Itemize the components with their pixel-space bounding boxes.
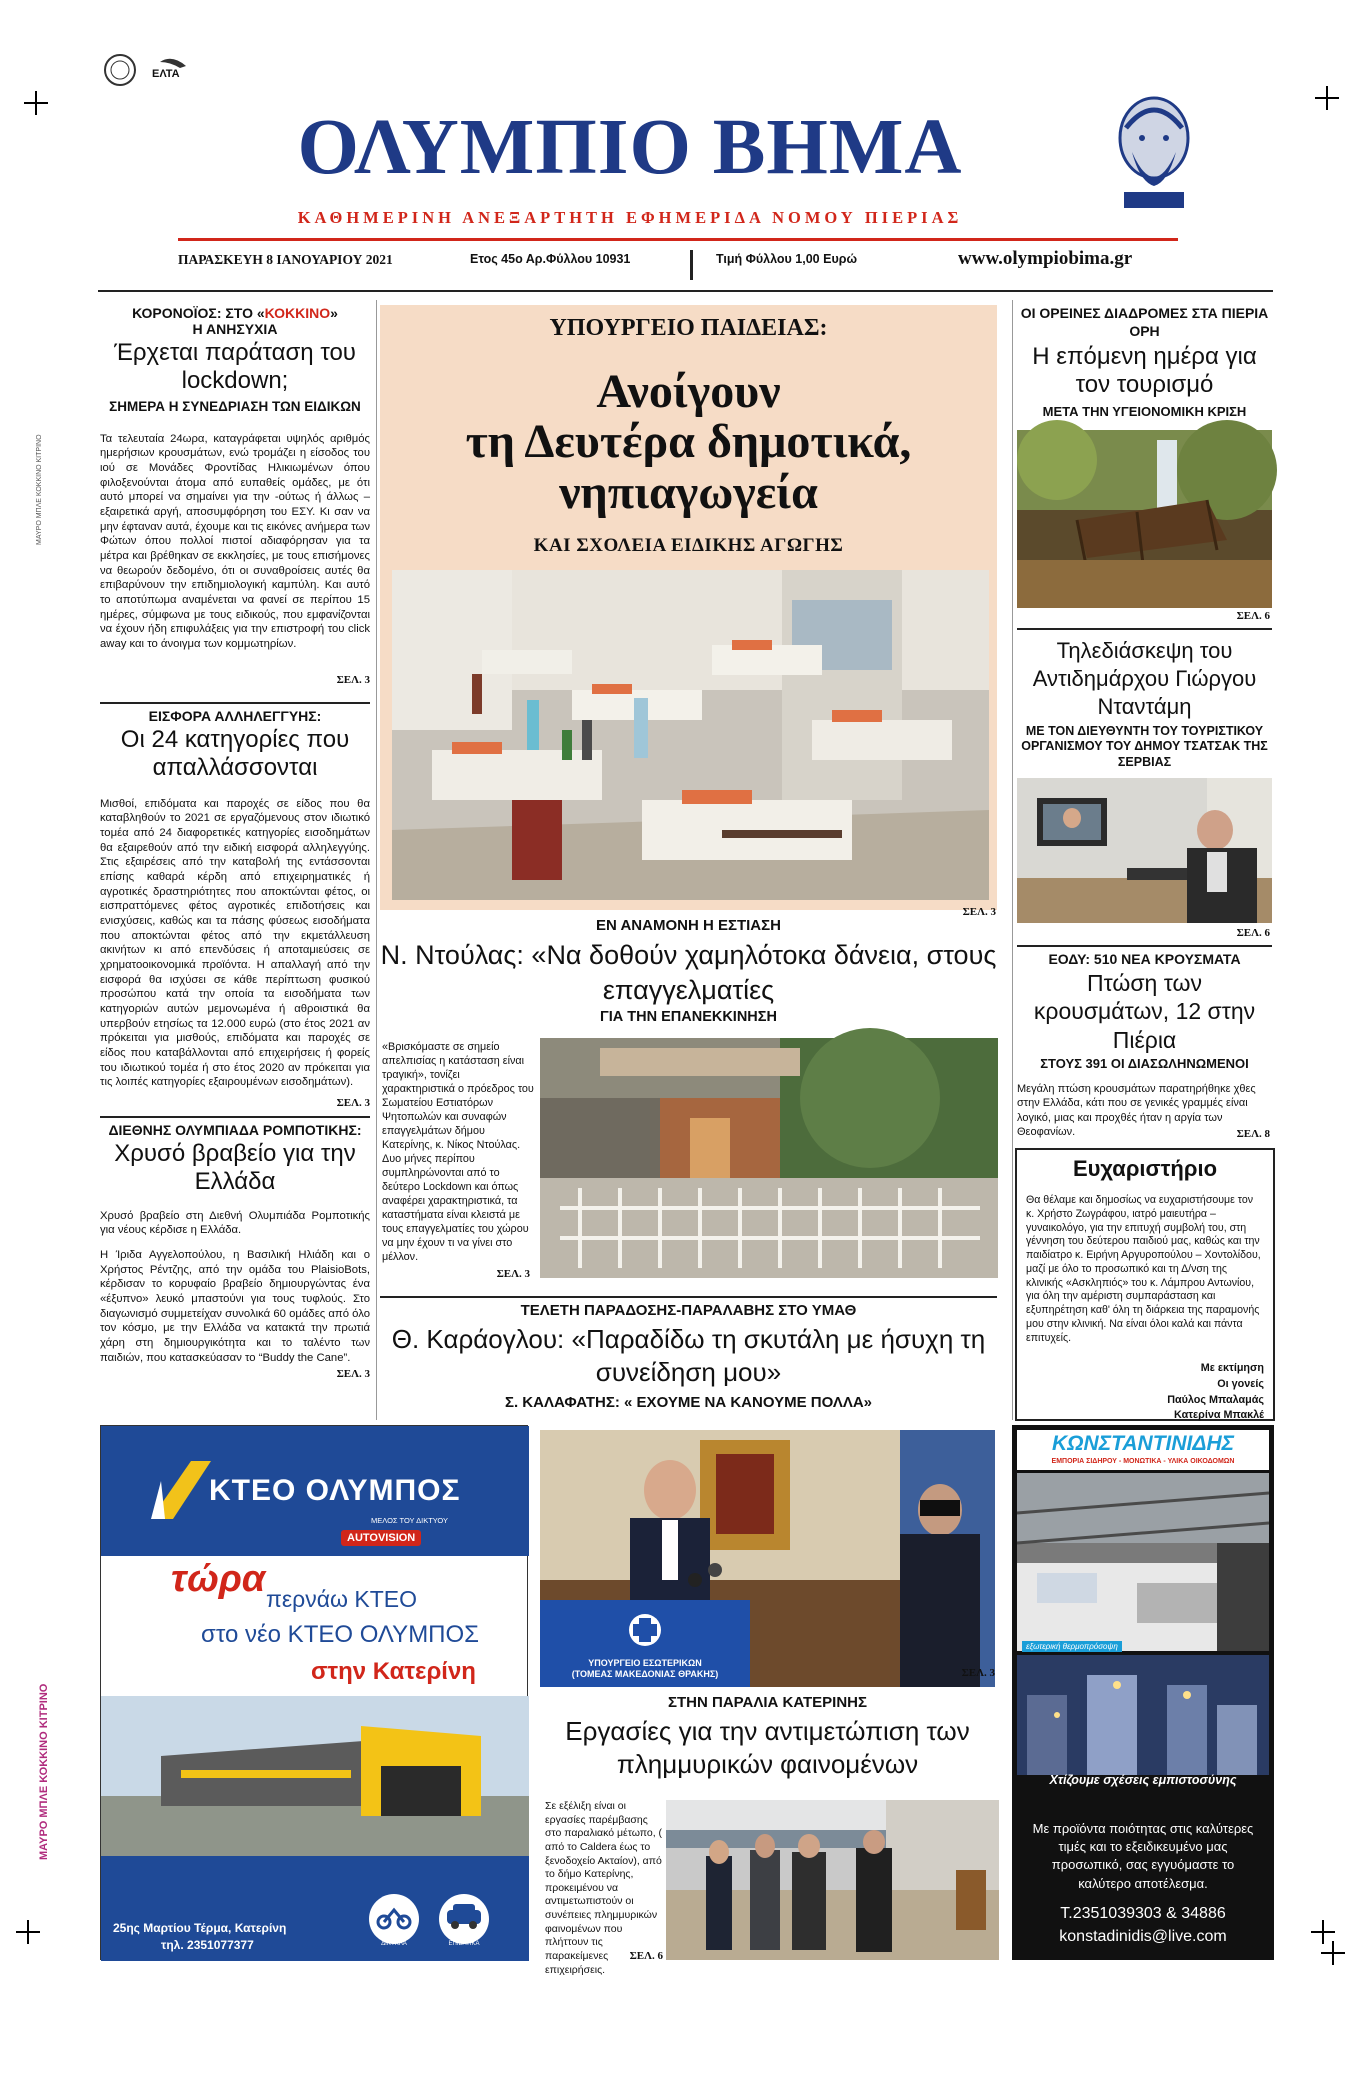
mountain-trail-photo: [1017, 430, 1272, 608]
article-lockdown: [100, 305, 370, 686]
article-kicker-2: Η ΑΝΗΣΥΧΙΑ: [192, 321, 278, 337]
konstantinidis-phone[interactable]: Τ.2351039303 & 34886: [1060, 1905, 1226, 1922]
article-kicker: ΕΝ ΑΝΑΜΟΝΗ Η ΕΣΤΙΑΣΗ: [596, 917, 781, 934]
article-body: «Βρισκόμαστε σε σημείο απελπισίας η κατάσταση είναι τραγική», τονίζει χαρακτηριστικά ο πρόεδρος του Σωματείου Εστιατόρων Ψητοπωλών και συναφών επαγγελμάτων δήμου Κατερίνης, κ. Νίκος Ντούλας. Δυο μήνες περίπου συμπληρώνονται από το δεύτερο Lockdown και όπως αναφέρει χαρακτηριστικά, τα καταστήματα είναι κλειστά με τους επαγγελματίες του χώρου να μην έχουν τι να γίνει στο μέλλον.: [382, 1041, 534, 1264]
masthead-divider: [690, 250, 693, 280]
page-reference: ΣΕΛ. 3: [962, 906, 996, 918]
article-body: Τα τελευταία 24ωρα, καταγράφεται υψηλός αριθμός ημερήσιων κρουσμάτων, ενώ τρομάζει η είσοδος του ιού σε Μονάδες Φροντίδας Ηλικιωμένων όπου φιλοξενούνται άτομα από ευπαθείς ομάδες, με ότι αυτό μπορεί να σημαίνει για την -ούτως ή άλλως – εξαιρετικά αργή, αποσυμφόρηση του ΕΣΥ. Κι σαν να μην έφταναν αυτά, έχουμε και τις εικόνες ανήμερα των Φώτων όπου πολλοί πιστοί αδιαφόρησαν για τα μέτρα και βρέθηκαν σε εκκλησίες, με τους επισήμονες να θεωρούν δεδομένο, ότι οι συναθροίσεις αυτές θα επιβαρύνουν την επιδημιολογική καμπύλη. Και αυτό το αποτύπωμα αναμένεται να φανεί σε περίπου 15 ημέρες, σύμφωνα με τους ειδικούς, που εμφανίζονται να έχουν ήδη επιφυλάξεις για την επιστροφή του click away και το άνοιγμα των κομμωτηρίων.: [100, 432, 370, 650]
classroom-photo: [392, 570, 989, 900]
konstantinidis-email[interactable]: konstadinidis@live.com: [1059, 1928, 1227, 1945]
statue-logo: [1108, 92, 1200, 214]
article-kicker: ΣΤΗΝ ΠΑΡΑΛΙΑ ΚΑΤΕΡΙΝΗΣ: [668, 1694, 867, 1711]
section-rule: [1017, 945, 1272, 947]
notice-body: Θα θέλαμε και δημοσίως να ευχαριστήσουμε τον κ. Χρήστο Ζωγράφου, ιατρό μαιευτήρα – γυναικολόγο, για την επιτυχή συμβολή του, στη γέννηση του δεύτερου παιδιού μας, καθώς και την παιδίατρο κ. Ειρήνη Αργυροπούλου – Χοντολίδου, μαζί με όλο το προσωπικό και τη Δ/νση της κλινικής «Ασκληπιός» του κ. Λάμπρου Αντωνίου, για όλη την αμέριστη συμπαράσταση και εξυπηρέτηση καθ' όλη τη διάρκεια της παραμονής μου στην κλινική. Να είναι όλοι καλά και πάντα επιτυχείς.: [1026, 1194, 1261, 1344]
kteo-logo-icon: [151, 1461, 211, 1521]
article-subtitle: ΓΙΑ ΤΗΝ ΕΠΑΝΕΚΚΙΝΗΣΗ: [600, 1009, 777, 1026]
motorcycle-icon: [369, 1894, 419, 1944]
column-divider: [376, 300, 377, 1420]
article-body: Χρυσό βραβείο στη Διεθνή Ολυμπιάδα Ρομποτικής για νέους κέρδισε η Ελλάδα.: [100, 1209, 370, 1237]
article-title: Χρυσό βραβείο για την Ελλάδα: [114, 1140, 356, 1196]
konstantinidis-slogan: Χτίζουμε σχέσεις εμπιστοσύνης: [1049, 1773, 1237, 1787]
article-title: Έρχεται παράταση του lockdown;: [114, 339, 356, 395]
article-title: Θ. Καράογλου: «Παραδίδω τη σκυτάλη με ήσυχη τη συνείδηση μου»: [391, 1324, 986, 1388]
car-label: ΕΠΙΒΑΤΙΚΑ: [448, 1941, 480, 1947]
article-kicker: ΚΟΡΟΝΟΪΟΣ: ΣΤΟ «ΚΟΚΚΙΝΟ»: [132, 305, 338, 321]
article-body: Η Ίριδα Αγγελοπούλου, η Βασιλική Ηλιάδη και ο Χρήστος Ρέντζης, από την ομάδα του PlaisioBots, κέρδισαν το κορυφαίο βραβείο δημιουργώντας ένα «έξυπνο» λευκό μπαστούνι για τους τυφλούς. Στο διαγωνισμό συμμετείχαν συνολικά 60 ομάδες από όλο τον κόσμο, με την Ελλάδα να κατακτά την πρωτιά χάρη στη δημιουργικότητα και το ταλέντο των παιδιών, που κατασκεύασαν το “Buddy the Cane”.: [100, 1248, 370, 1364]
section-rule: [1017, 628, 1272, 630]
article-kicker: ΤΕΛΕΤΗ ΠΑΡΑΔΟΣΗΣ-ΠΑΡΑΛΑΒΗΣ ΣΤΟ ΥΜΑΘ: [520, 1302, 857, 1319]
restaurant-photo: [540, 1038, 998, 1278]
kteo-line1: τώρα: [171, 1558, 266, 1600]
elta-logo: [100, 50, 200, 90]
kteo-advertisement[interactable]: [100, 1425, 528, 1960]
car-icon: [439, 1894, 489, 1944]
konstantinidis-advertisement[interactable]: [1012, 1425, 1274, 1960]
teleconference-photo: [1017, 778, 1272, 923]
article-paralia: [540, 1694, 995, 1782]
article-covid: [1017, 951, 1272, 1139]
konstantinidis-subtitle: ΕΜΠΟΡΙΑ ΣΙΔΗΡΟΥ - ΜΟΝΩΤΙΚΑ - ΥΛΙΚΑ ΟΙΚΟΔΟΜΩΝ: [1051, 1458, 1235, 1465]
warehouse-photo: [1017, 1473, 1269, 1651]
lead-story: [380, 305, 997, 910]
ministry-photo: [540, 1430, 995, 1687]
article-teleconference: [1017, 637, 1272, 771]
page-reference: ΣΕΛ. 6: [1236, 927, 1270, 939]
article-title: Ν. Ντούλας: «Να δοθούν χαμηλότοκα δάνεια, στους επαγγελματίες: [380, 940, 997, 1005]
article-title: Η επόμενη ημέρα για τον τουρισμό: [1032, 343, 1257, 399]
konstantinidis-brand: ΚΩΝΣΤΑΝΤΙΝΙΔΗΣ: [1051, 1432, 1235, 1455]
page-reference: ΣΕΛ. 3: [961, 1667, 995, 1679]
column-divider: [1012, 300, 1013, 1420]
notice-signature: Με εκτίμηση Οι γονείς Παύλος Μπαλαμάς Κατερίνα Μπακλέ: [1167, 1362, 1264, 1422]
masthead-rule: [178, 238, 1178, 241]
issue-price: Τιμή Φύλλου 1,00 Ευρώ: [716, 252, 858, 266]
article-title: Πτώση των κρουσμάτων, 12 στην Πιέρια: [1033, 970, 1256, 1053]
konstantinidis-tag: εξωτερική θερμοπρόσοψη: [1022, 1641, 1122, 1652]
kteo-brand: ΚΤΕΟ ΟΛΥΜΠΟΣ: [209, 1474, 461, 1507]
crop-mark: [1321, 1941, 1345, 1965]
autovision-badge: AUTOVISION: [341, 1530, 421, 1546]
margin-color-note: ΜΑΥΡΟ ΜΠΛΕ ΚΟΚΚΙΝΟ ΚΙΤΡΙΝΟ: [38, 1683, 50, 1860]
article-subtitle: Σ. ΚΑΛΑΦΑΤΗΣ: « ΕΧΟΥΜΕ ΝΑ ΚΑΝΟΥΜΕ ΠΟΛΛΑ»: [504, 1393, 873, 1411]
issue-number: Ετος 45ο Αρ.Φύλλου 10931: [470, 252, 631, 266]
article-kicker: ΕΟΔΥ: 510 ΝΕΑ ΚΡΟΥΣΜΑΤΑ: [1048, 951, 1241, 967]
kteo-member: ΜΕΛΟΣ ΤΟΥ ΔΙΚΤΥΟΥ: [371, 1516, 448, 1525]
page-reference: ΣΕΛ. 8: [1236, 1128, 1270, 1140]
section-rule: [380, 1296, 997, 1298]
kteo-line4: στην Κατερίνη: [311, 1658, 476, 1685]
kteo-line3: στο νέο ΚΤΕΟ ΟΛΥΜΠΟΣ: [201, 1621, 480, 1648]
article-kicker: ΔΙΕΘΝΗΣ ΟΛΥΜΠΙΑΔΑ ΡΟΜΠΟΤΙΚΗΣ:: [108, 1122, 362, 1138]
section-rule: [100, 1116, 370, 1118]
article-title: Τηλεδιάσκεψη του Αντιδημάρχου Γιώργου Νταντάμη: [1032, 638, 1257, 719]
kteo-line2: περνάω ΚΤΕΟ: [266, 1586, 417, 1612]
beach-photo: [666, 1800, 999, 1960]
elta-label: ΕΛΤΑ: [152, 68, 180, 80]
motorcycle-label: ΔΙΚΥΚΛΑ: [381, 1941, 407, 1947]
article-kicker: ΕΙΣΦΟΡΑ ΑΛΛΗΛΕΓΓΥΗΣ:: [148, 708, 322, 724]
article-robotics: [100, 1122, 370, 1380]
article-body: Σε εξέλιξη είναι οι εργασίες παρέμβασης στο παραλιακό μέτωπο, ( από το Caldera έως το ξενοδοχείο Ακταίον), από το δήμο Κατερίνης, προκειμένου να αντιμετωπιστούν οι συνέπειες πλημμυρικών φαινομένων που πλήττουν τις παρακείμενες επιχειρήσεις.: [545, 1800, 663, 1976]
lead-title: Ανοίγουν τη Δευτέρα δημοτικά, νηπιαγωγεία: [465, 365, 912, 519]
page-reference: ΣΕΛ. 3: [336, 1367, 370, 1380]
page-reference: ΣΕΛ. 3: [496, 1268, 530, 1280]
section-rule: [100, 702, 370, 704]
article-kicker: ΟΙ ΟΡΕΙΝΕΣ ΔΙΑΔΡΟΜΕΣ ΣΤΑ ΠΙΕΡΙΑ ΟΡΗ: [1020, 305, 1269, 339]
kteo-address: 25ης Μαρτίου Τέρμα, Κατερίνη: [113, 1921, 287, 1935]
notice-title: Ευχαριστήριο: [1072, 1156, 1218, 1181]
article-subtitle: ΜΕΤΑ ΤΗΝ ΥΓΕΙΟΝΟΜΙΚΗ ΚΡΙΣΗ: [1042, 403, 1247, 419]
page-reference: ΣΕΛ. 6: [629, 1950, 663, 1962]
article-title: Εργασίες για την αντιμετώπιση των πλημμυρικών φαινομένων: [565, 1716, 970, 1780]
article-estiasi: [380, 917, 997, 1025]
konstantinidis-text: Με προϊόντα ποιότητας στις καλύτερες τιμές και το εξειδικευμένο μας προσωπικό, σας εγγυόμαστε το καλύτερο αποτέλεσμα.: [1032, 1821, 1254, 1891]
page-reference: ΣΕΛ. 3: [336, 1096, 370, 1109]
night-city-photo: [1017, 1655, 1269, 1775]
page-reference: ΣΕΛ. 3: [336, 673, 370, 686]
header-rule: [98, 290, 1273, 292]
website-url: www.olympiobima.gr: [958, 248, 1133, 269]
podium-label: ΥΠΟΥΡΓΕΙΟ ΕΣΩΤΕΡΙΚΩΝ (ΤΟΜΕΑΣ ΜΑΚΕΔΟΝΙΑΣ ΘΡΑΚΗΣ): [571, 1658, 719, 1679]
lead-subtitle: ΚΑΙ ΣΧΟΛΕΙΑ ΕΙΔΙΚΗΣ ΑΓΩΓΗΣ: [533, 535, 844, 556]
article-body: Μισθοί, επιδόματα και παροχές σε είδος που θα καταβληθούν το 2021 σε εργαζόμενους στον ιδιωτικό τομέα από 24 διαφορετικές κατηγορίες εισοδημάτων θα εξαιρεθούν από την ειδική εισφορά αλληλεγγύης. Στις εξαιρέσεις από την καταβολή της εντάσσονται επίσης καθαρά κέρδη από επιχειρηματικές ή αγροτικές δραστηριότητες που αποκτώνται φέτος, οι εισπραττόμενες φέτος αγροτικές επιδοτήσεις και ενισχύσεις, καθώς και τα πάσης φύσεως εισοδήματα που αποκτώνται φέτος από την εκμετάλλευση ακινήτων κι από επενδύσεις ή αποταμιεύσεις σε χρηματοοικονομικά προϊόντα. Η απαλλαγή από την εισφορά θα ισχύσει σε κάθε περίπτωση φυσικού προσώπου κατά την οποία τα εισοδήματα των κατηγοριών αυτών μεμονωμένα ή αθροιστικά θα υπερβούν ετησίως τα 12.000 ευρώ (στο έτος 2021 αν πρόκειται για μισθούς, επιδόματα και παροχές σε είδος που καταβάλλονται από επιχειρήσεις ή φορείς του ιδιωτικού τομέα ή στο έτος 2020 αν πρόκειται για τις λοιπές κατηγορίες εξαιρουμένων εισοδημάτων).: [100, 797, 370, 1089]
article-eisfora: [100, 708, 370, 1109]
thank-you-notice: [1015, 1148, 1275, 1421]
lead-kicker: ΥΠΟΥΡΓΕΙΟ ΠΑΙΔΕΙΑΣ:: [549, 315, 828, 341]
article-subtitle: ΜΕ ΤΟΝ ΔΙΕΥΘΥΝΤΗ ΤΟΥ ΤΟΥΡΙΣΤΙΚΟΥ ΟΡΓΑΝΙΣΜΟΥ ΤΟΥ ΔΗΜΟΥ ΤΣΑΤΣΑΚ ΤΗΣ ΣΕΡΒΙΑΣ: [1021, 723, 1268, 770]
article-karaoglou: [380, 1302, 997, 1411]
article-body: Μεγάλη πτώση κρουσμάτων παρατηρήθηκε χθες στην Ελλάδα, κάτι που σε γενικές γραμμές είναι λογικό, μιας και πρoχθές ήταν η αργία των Θεοφανίων.: [1017, 1083, 1256, 1138]
page-reference: ΣΕΛ. 6: [1236, 610, 1270, 622]
article-subtitle: ΣΤΟΥΣ 391 ΟΙ ΔΙΑΣΩΛΗΝΩΜΕΝΟΙ: [1040, 1055, 1249, 1071]
issue-date: ΠΑΡΑΣΚΕΥΗ 8 ΙΑΝΟΥΑΡΙΟΥ 2021: [178, 252, 393, 267]
crop-mark: [1315, 86, 1339, 110]
crop-mark: [16, 1920, 40, 1944]
article-tourism: [1017, 305, 1272, 420]
newspaper-title: ΟΛΥΜΠΙΟ ΒΗΜΑ: [297, 104, 963, 191]
kteo-building-photo: [101, 1696, 529, 1856]
article-title: Οι 24 κατηγορίες που απαλλάσσονται: [120, 726, 350, 782]
crop-mark: [24, 91, 48, 115]
newspaper-tagline: ΚΑΘΗΜΕΡΙΝΗ ΑΝΕΞΑΡΤΗΤΗ ΕΦΗΜΕΡΙΔΑ ΝΟΜΟΥ ΠΙΕΡΙΑΣ: [297, 208, 963, 227]
article-subtitle: ΣΗΜΕΡΑ Η ΣΥΝΕΔΡΙΑΣΗ ΤΩΝ ΕΙΔΙΚΩΝ: [109, 398, 361, 414]
margin-color-note: ΜΑΥΡΟ ΜΠΛΕ ΚΟΚΚΙΝΟ ΚΙΤΡΙΝΟ: [36, 434, 43, 545]
kteo-phone: τηλ. 2351077377: [161, 1938, 254, 1952]
